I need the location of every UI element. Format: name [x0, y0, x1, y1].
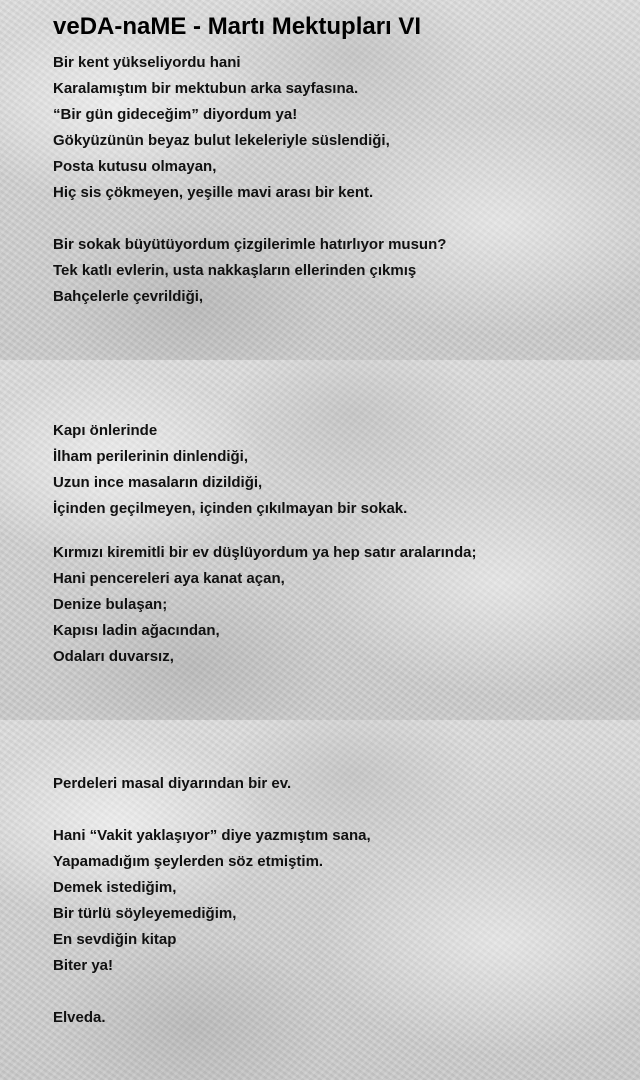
poem-panel-2	[0, 360, 640, 720]
poem-line: İçinden geçilmeyen, içinden çıkılmayan bir sokak.	[53, 500, 408, 517]
poem-line: Odaları duvarsız,	[53, 648, 174, 665]
poem-line: Yapamadığım şeylerden söz etmiştim.	[53, 853, 324, 870]
stanza-7	[53, 1005, 106, 1031]
poem-line: Bir sokak büyütüyordum çizgilerimle hatırlıyor musun?	[53, 236, 447, 253]
poem-line: Kırmızı kiremitli bir ev düşlüyordum ya hep satır aralarında;	[53, 544, 477, 561]
poem-panel-1	[0, 0, 640, 360]
poem-line: Kapı önlerinde	[53, 422, 158, 439]
poem-line: Posta kutusu olmayan,	[53, 158, 217, 175]
poem-line: Gökyüzünün beyaz bulut lekeleriyle süslendiği,	[53, 132, 390, 149]
poem-line: Karalamıştım bir mektubun arka sayfasına.	[53, 80, 359, 97]
poem-line: Uzun ince masaların dizildiği,	[53, 474, 263, 491]
poem-line: “Bir gün gideceğim” diyordum ya!	[53, 106, 298, 123]
poem-line: Bir kent yükseliyordu hani	[53, 54, 241, 71]
poem-title: veDA-naME - Martı Mektupları VI	[53, 13, 422, 40]
poem-line: En sevdiğin kitap	[53, 931, 177, 948]
stanza-6	[53, 823, 371, 979]
poem-line: Elveda.	[53, 1009, 106, 1026]
stanza-3	[53, 418, 407, 522]
poem-line: Perdeleri masal diyarından bir ev.	[53, 775, 292, 792]
poem-line: Demek istediğim,	[53, 879, 177, 896]
poem-line: Biter ya!	[53, 957, 114, 974]
poem-line: Denize bulaşan;	[53, 596, 168, 613]
poem-line: Bahçelerle çevrildiği,	[53, 288, 204, 305]
stanza-5	[53, 771, 291, 797]
poem-line: Kapısı ladin ağacından,	[53, 622, 220, 639]
stanza-1	[53, 50, 390, 206]
poem-line: Bir türlü söyleyemediğim,	[53, 905, 237, 922]
poem-line: İlham perilerinin dinlendiği,	[53, 448, 249, 465]
poem-line: Hiç sis çökmeyen, yeşille mavi arası bir kent.	[53, 184, 374, 201]
poem-line: Hani “Vakit yaklaşıyor” diye yazmıştım sana,	[53, 827, 371, 844]
poem-line: Tek katlı evlerin, usta nakkaşların ellerinden çıkmış	[53, 262, 417, 279]
stanza-4	[53, 540, 476, 670]
stanza-2	[53, 232, 446, 310]
poem-panel-3	[0, 720, 640, 1080]
poem-line: Hani pencereleri aya kanat açan,	[53, 570, 285, 587]
